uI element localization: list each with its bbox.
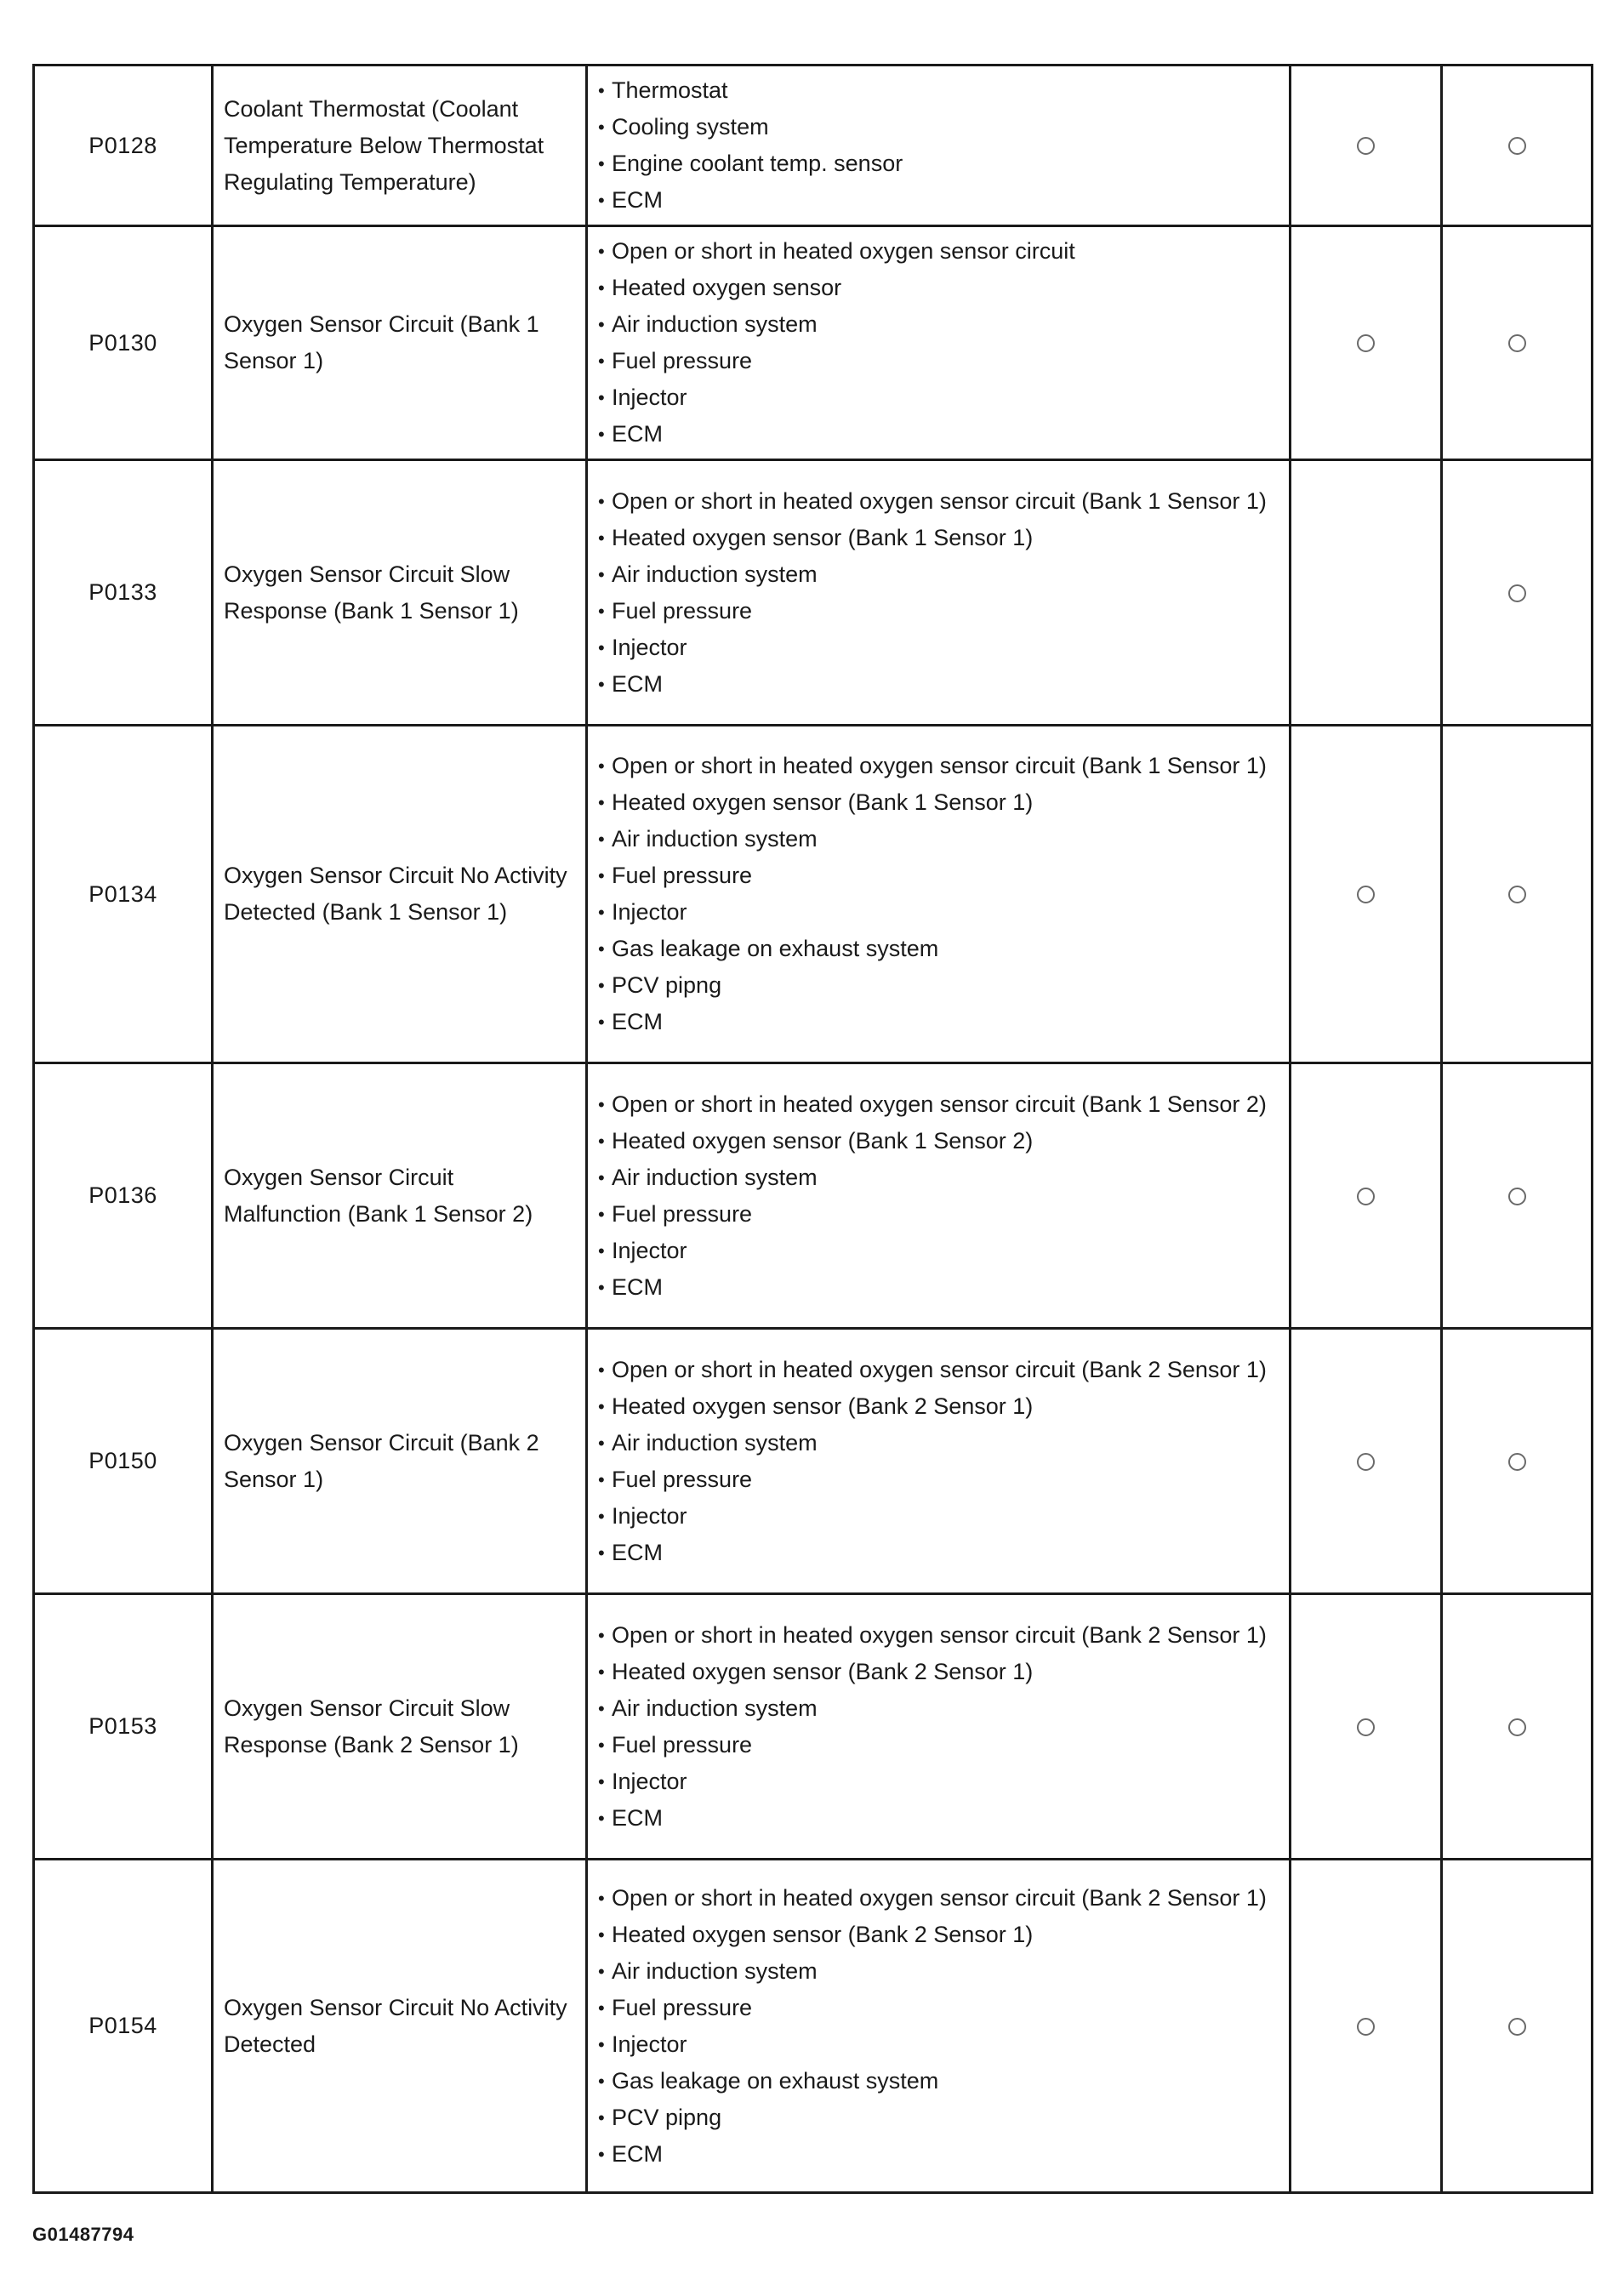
table-row	[34, 226, 1593, 460]
trouble-area-cell	[587, 66, 1291, 226]
detected-item: Oxygen Sensor Circuit No Activity Detected (Bank 1 Sensor 1)	[213, 726, 587, 1063]
list-item: • ECM	[598, 416, 1280, 453]
list-item: • Fuel pressure	[598, 1196, 1280, 1233]
circle-mark-icon	[1357, 1718, 1375, 1736]
list-item: • ECM	[598, 1004, 1280, 1040]
list-item: • Fuel pressure	[598, 343, 1280, 379]
list-item: • Heated oxygen sensor	[598, 270, 1280, 306]
table-row	[34, 1860, 1593, 2193]
check-column-2	[1442, 226, 1593, 460]
circle-mark-icon	[1508, 1188, 1526, 1205]
check-column-2	[1442, 1063, 1593, 1329]
list-item: • Heated oxygen sensor (Bank 2 Sensor 1)	[598, 1654, 1280, 1690]
list-item: • Heated oxygen sensor (Bank 1 Sensor 1)	[598, 520, 1280, 556]
list-item: • Gas leakage on exhaust system	[598, 931, 1280, 967]
trouble-area-list	[598, 1880, 1280, 2173]
dtc-code: P0153	[34, 1594, 213, 1860]
list-item: • Injector	[598, 630, 1280, 666]
detected-item: Oxygen Sensor Circuit No Activity Detected	[213, 1860, 587, 2193]
trouble-area-list	[598, 1617, 1280, 1837]
trouble-area-list	[598, 483, 1280, 703]
trouble-area-cell	[587, 226, 1291, 460]
dtc-code: P0154	[34, 1860, 213, 2193]
trouble-area-cell	[587, 460, 1291, 726]
list-item: • ECM	[598, 1269, 1280, 1306]
list-item: • Open or short in heated oxygen sensor circuit (Bank 1 Sensor 1)	[598, 483, 1280, 520]
list-item: • Air induction system	[598, 306, 1280, 343]
trouble-area-cell	[587, 1329, 1291, 1594]
trouble-area-cell	[587, 726, 1291, 1063]
dtc-code: P0134	[34, 726, 213, 1063]
check-column-1	[1291, 1063, 1442, 1329]
detected-item: Oxygen Sensor Circuit Slow Response (Bank 1 Sensor 1)	[213, 460, 587, 726]
list-item: • Fuel pressure	[598, 593, 1280, 630]
figure-id: G01487794	[32, 2224, 134, 2245]
list-item: • Air induction system	[598, 556, 1280, 593]
dtc-table-body	[34, 66, 1593, 2193]
list-item: • Open or short in heated oxygen sensor circuit (Bank 2 Sensor 1)	[598, 1617, 1280, 1654]
list-item: • Injector	[598, 1763, 1280, 1800]
table-row	[34, 66, 1593, 226]
trouble-area-list	[598, 1352, 1280, 1571]
list-item: • Open or short in heated oxygen sensor circuit	[598, 233, 1280, 270]
trouble-area-cell	[587, 1594, 1291, 1860]
circle-mark-icon	[1508, 584, 1526, 602]
table-row	[34, 726, 1593, 1063]
list-item: • Heated oxygen sensor (Bank 1 Sensor 2)	[598, 1123, 1280, 1159]
trouble-area-cell	[587, 1860, 1291, 2193]
trouble-area-list	[598, 748, 1280, 1040]
dtc-code: P0133	[34, 460, 213, 726]
trouble-area-list	[598, 1086, 1280, 1306]
check-column-2	[1442, 726, 1593, 1063]
table-row	[34, 1329, 1593, 1594]
list-item: • Injector	[598, 1498, 1280, 1535]
list-item: • Injector	[598, 379, 1280, 416]
list-item: • Fuel pressure	[598, 1461, 1280, 1498]
circle-mark-icon	[1357, 886, 1375, 903]
detected-item: Oxygen Sensor Circuit (Bank 2 Sensor 1)	[213, 1329, 587, 1594]
list-item: • Air induction system	[598, 821, 1280, 857]
detected-item: Oxygen Sensor Circuit (Bank 1 Sensor 1)	[213, 226, 587, 460]
detected-item: Coolant Thermostat (Coolant Temperature Below Thermostat Regulating Temperature)	[213, 66, 587, 226]
circle-mark-icon	[1357, 1188, 1375, 1205]
list-item: • Heated oxygen sensor (Bank 2 Sensor 1)	[598, 1388, 1280, 1425]
check-column-1	[1291, 226, 1442, 460]
list-item: • Fuel pressure	[598, 1990, 1280, 2026]
check-column-1	[1291, 460, 1442, 726]
circle-mark-icon	[1508, 1453, 1526, 1471]
list-item: • Engine coolant temp. sensor	[598, 145, 1280, 182]
check-column-2	[1442, 1594, 1593, 1860]
list-item: • Air induction system	[598, 1953, 1280, 1990]
list-item: • Air induction system	[598, 1425, 1280, 1461]
detected-item: Oxygen Sensor Circuit Slow Response (Bank 2 Sensor 1)	[213, 1594, 587, 1860]
list-item: • Open or short in heated oxygen sensor circuit (Bank 2 Sensor 1)	[598, 1352, 1280, 1388]
table-row	[34, 460, 1593, 726]
list-item: • Air induction system	[598, 1159, 1280, 1196]
circle-mark-icon	[1508, 334, 1526, 352]
circle-mark-icon	[1508, 886, 1526, 903]
check-column-1	[1291, 1329, 1442, 1594]
list-item: • ECM	[598, 1535, 1280, 1571]
list-item: • Heated oxygen sensor (Bank 2 Sensor 1)	[598, 1917, 1280, 1953]
list-item: • Fuel pressure	[598, 1727, 1280, 1763]
circle-mark-icon	[1357, 137, 1375, 155]
trouble-area-list	[598, 233, 1280, 453]
check-column-1	[1291, 66, 1442, 226]
table-row	[34, 1063, 1593, 1329]
list-item: • Fuel pressure	[598, 857, 1280, 894]
check-column-1	[1291, 726, 1442, 1063]
list-item: • Injector	[598, 2026, 1280, 2063]
check-column-1	[1291, 1860, 1442, 2193]
list-item: • ECM	[598, 182, 1280, 219]
check-column-2	[1442, 460, 1593, 726]
circle-mark-icon	[1508, 137, 1526, 155]
list-item: • ECM	[598, 2136, 1280, 2173]
check-column-2	[1442, 1329, 1593, 1594]
check-column-2	[1442, 1860, 1593, 2193]
dtc-table	[32, 64, 1593, 2194]
list-item: • Open or short in heated oxygen sensor circuit (Bank 2 Sensor 1)	[598, 1880, 1280, 1917]
table-row	[34, 1594, 1593, 1860]
list-item: • Gas leakage on exhaust system	[598, 2063, 1280, 2099]
list-item: • PCV pipng	[598, 2099, 1280, 2136]
circle-mark-icon	[1357, 2018, 1375, 2036]
list-item: • ECM	[598, 666, 1280, 703]
detected-item: Oxygen Sensor Circuit Malfunction (Bank 1 Sensor 2)	[213, 1063, 587, 1329]
circle-mark-icon	[1508, 2018, 1526, 2036]
list-item: • Injector	[598, 894, 1280, 931]
circle-mark-icon	[1357, 1453, 1375, 1471]
list-item: • Injector	[598, 1233, 1280, 1269]
list-item: • Open or short in heated oxygen sensor circuit (Bank 1 Sensor 1)	[598, 748, 1280, 784]
list-item: • ECM	[598, 1800, 1280, 1837]
check-column-1	[1291, 1594, 1442, 1860]
list-item: • Cooling system	[598, 109, 1280, 145]
list-item: • Heated oxygen sensor (Bank 1 Sensor 1)	[598, 784, 1280, 821]
list-item: • Air induction system	[598, 1690, 1280, 1727]
circle-mark-icon	[1357, 334, 1375, 352]
dtc-code: P0130	[34, 226, 213, 460]
list-item: • Thermostat	[598, 72, 1280, 109]
list-item: • Open or short in heated oxygen sensor circuit (Bank 1 Sensor 2)	[598, 1086, 1280, 1123]
check-column-2	[1442, 66, 1593, 226]
dtc-code: P0150	[34, 1329, 213, 1594]
circle-mark-icon	[1508, 1718, 1526, 1736]
trouble-area-list	[598, 72, 1280, 219]
trouble-area-cell	[587, 1063, 1291, 1329]
dtc-code: P0128	[34, 66, 213, 226]
list-item: • PCV pipng	[598, 967, 1280, 1004]
dtc-code: P0136	[34, 1063, 213, 1329]
